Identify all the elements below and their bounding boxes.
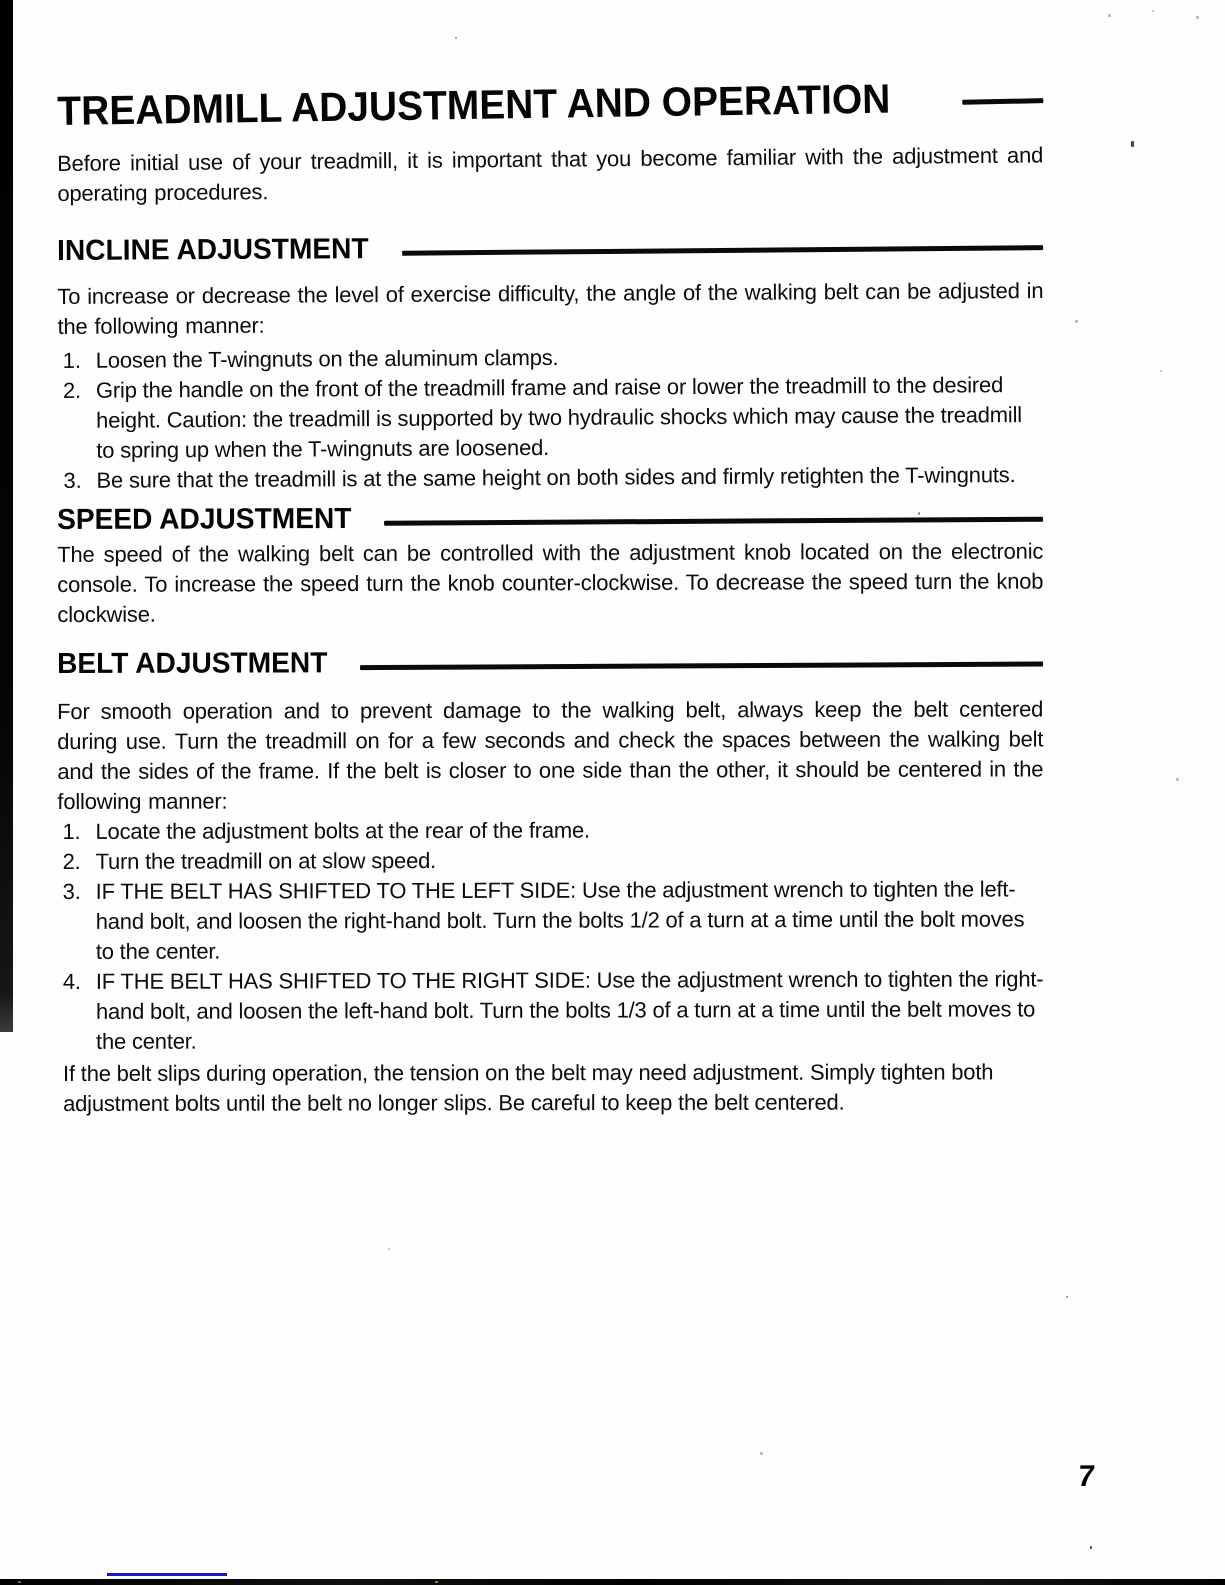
- scan-noise-speck: [918, 512, 920, 515]
- scan-noise-speck: [435, 1581, 438, 1583]
- intro-paragraph: Before initial use of your treadmill, it is important that you become familiar with the adjustment and operating procedures.: [57, 142, 1044, 206]
- list-item-text: Grip the handle on the front of the treadmill frame and raise or lower the treadmill to the desired height. Caution: the treadmill is supported by two hydraulic shocks which may cause the treadmill to spring up when the T-wingnuts are loosened.: [95, 372, 1023, 463]
- scan-noise-speck: [1176, 778, 1179, 781]
- list-item-text: IF THE BELT HAS SHIFTED TO THE LEFT SIDE: Use the adjustment wrench to tighten the left-hand bolt, and loosen the right-hand bolt. Turn the bolts 1/2 of a turn at a time until the bolt moves to the center.: [95, 876, 1025, 964]
- list-item: [58, 370, 1045, 466]
- scan-noise-speck: [18, 1581, 21, 1583]
- list-item-number: 1.: [62, 818, 81, 844]
- incline-body: To increase or decrease the level of exercise difficulty, the angle of the walking belt can be adjusted in the following manner:: [57, 277, 1044, 339]
- list-item-number: 2.: [62, 848, 81, 874]
- scan-noise-speck: [760, 1452, 763, 1455]
- list-item-text: Loosen the T-wingnuts on the aluminum clamps.: [95, 344, 559, 373]
- page-title-row: [57, 73, 1044, 135]
- incline-steps-list: [58, 340, 1045, 496]
- speed-body: The speed of the walking belt can be controlled with the adjustment knob located on the electronic console. To increase the speed turn the knob counter-clockwise. To decrease the speed turn the knob clockwise.: [57, 538, 1044, 627]
- belt-slip-note: If the belt slips during operation, the tension on the belt may need adjustment. Simply tighten both adjustment bolts until the belt no longer slips. Be careful to keep the belt centered.: [63, 1059, 994, 1116]
- page-title: TREADMILL ADJUSTMENT AND OPERATION: [57, 75, 891, 134]
- belt-heading-rule: [360, 662, 1043, 671]
- scan-noise-speck: [1160, 370, 1162, 372]
- list-item-text: IF THE BELT HAS SHIFTED TO THE RIGHT SIDE: Use the adjustment wrench to tighten the right-hand bolt, and loosen the left-hand bolt. Turn the bolts 1/3 of a turn at a time until the belt moves to the center.: [95, 966, 1044, 1054]
- scan-noise-speck: [1152, 10, 1154, 12]
- section-speed-adjustment: [57, 501, 1043, 630]
- list-item-number: 4.: [62, 968, 81, 994]
- scan-noise-speck: [1108, 14, 1111, 17]
- title-rule: [962, 98, 1043, 105]
- scan-noise-speck: [1131, 141, 1134, 147]
- speed-heading: SPEED ADJUSTMENT: [57, 502, 352, 536]
- scan-noise-speck: [388, 1248, 390, 1250]
- list-item: [58, 844, 1044, 877]
- section-incline-adjustment: [57, 229, 1045, 496]
- scan-noise-speck: [1090, 1546, 1092, 1549]
- list-item: [57, 814, 1043, 847]
- scan-artifact-bottom-bar: [0, 1579, 1225, 1585]
- page-content: [57, 75, 1044, 1119]
- list-item: [58, 964, 1044, 1057]
- scan-artifact-left-bar: [0, 0, 13, 1032]
- list-item-number: 1.: [62, 347, 81, 373]
- incline-heading-row: [57, 229, 1043, 268]
- list-item-number: 3.: [63, 467, 82, 493]
- scan-noise-speck: [455, 37, 457, 39]
- list-item-text: Be sure that the treadmill is at the same height on both sides and firmly retighten the T-wingnuts.: [96, 462, 1016, 493]
- list-item-text: Turn the treadmill on at slow speed.: [95, 848, 437, 874]
- speed-heading-rule: [385, 517, 1044, 526]
- scan-artifact-blue-line: [107, 1573, 227, 1576]
- scan-noise-speck: [1196, 16, 1199, 19]
- belt-steps-list: [57, 814, 1044, 1057]
- list-item-number: 2.: [62, 377, 81, 403]
- belt-heading: BELT ADJUSTMENT: [57, 647, 328, 680]
- list-item-number: 3.: [62, 878, 81, 904]
- list-item-text: Locate the adjustment bolts at the rear of the frame.: [95, 817, 590, 844]
- list-item: [58, 460, 1044, 496]
- scan-noise-speck: [1075, 320, 1078, 323]
- page-number: 7: [1076, 1460, 1097, 1493]
- list-item: [58, 874, 1044, 967]
- scan-noise-speck: [1066, 1296, 1068, 1298]
- belt-heading-row: [57, 645, 1043, 681]
- section-belt-adjustment: [57, 645, 1044, 1057]
- belt-body: For smooth operation and to prevent damage to the walking belt, always keep the belt centered during use. Turn the treadmill on for a few seconds and check the spaces between the walking belt and the sides of the frame. If the belt is closer to one side than the other, it should be centered in the following manner:: [57, 696, 1044, 814]
- speed-heading-row: [57, 501, 1043, 537]
- incline-heading: INCLINE ADJUSTMENT: [57, 233, 369, 267]
- incline-heading-rule: [402, 245, 1043, 256]
